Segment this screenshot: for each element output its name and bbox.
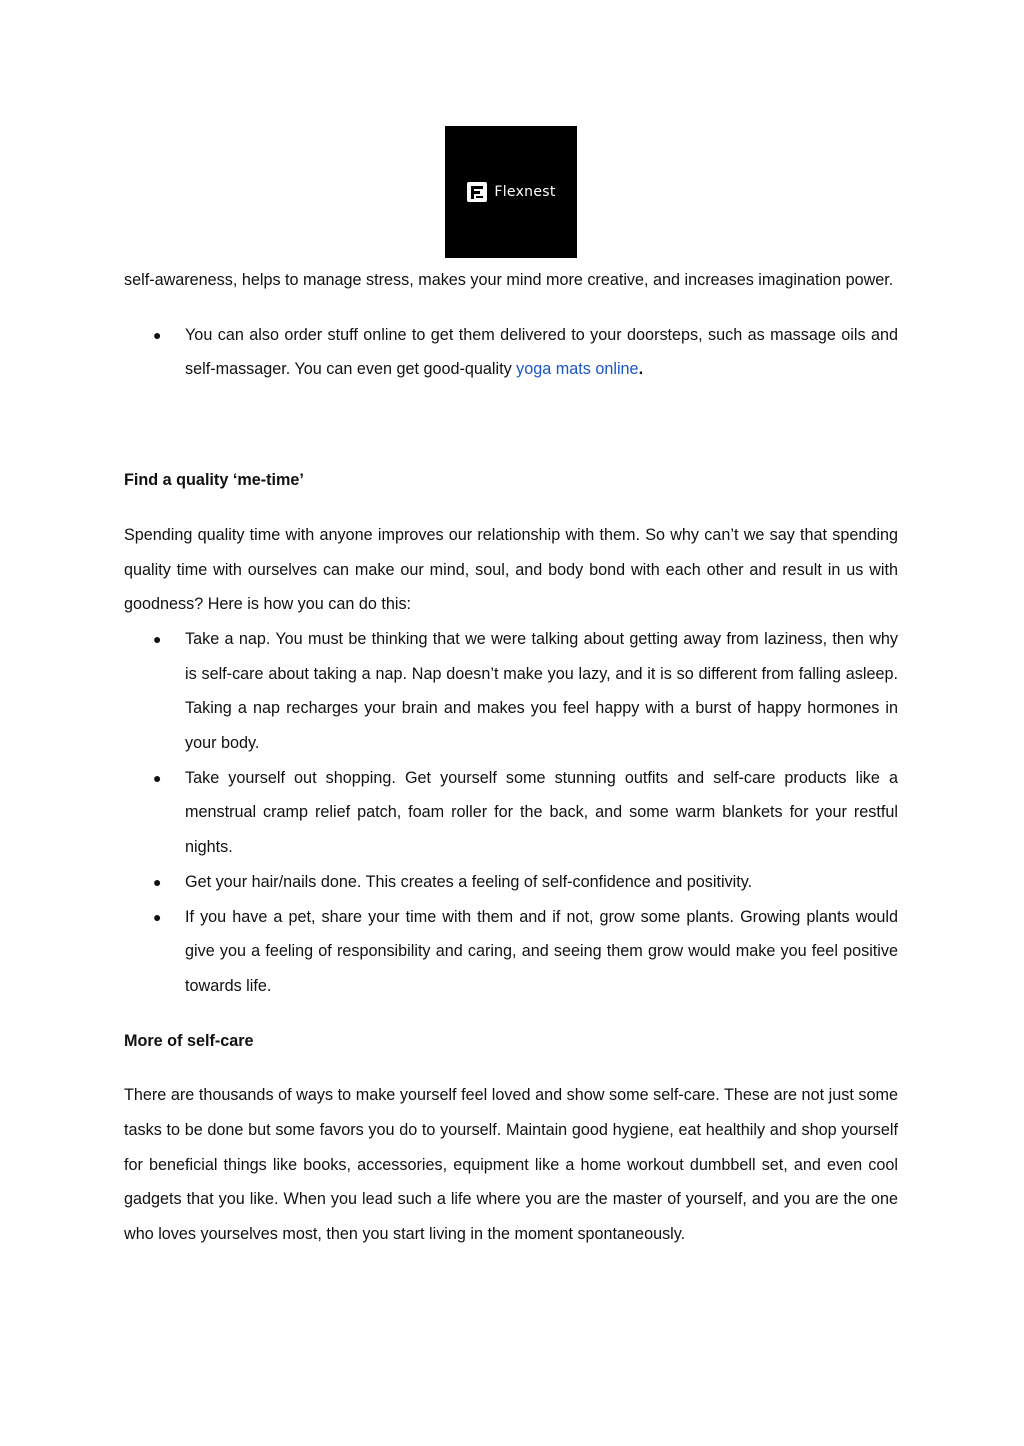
list-item-text: Take yourself out shopping. Get yourself some stunning outfits and self-care products like a menstrual cramp relief patch, foam roller for the back, and some warm blankets for your restful nights. xyxy=(185,768,898,857)
list-item xyxy=(124,900,898,1004)
list-item xyxy=(124,761,898,865)
list-item-text: You can also order stuff online to get them delivered to your doorsteps, such as massage oils and self-massager. You can even get good-quality xyxy=(185,325,898,379)
list-item-text: Get your hair/nails done. This creates a feeling of self-confidence and positivity. xyxy=(185,872,753,891)
list-item-period: . xyxy=(638,360,644,379)
flexnest-logo xyxy=(445,126,577,258)
flexnest-logo-icon xyxy=(466,181,488,203)
bullet-list-me-time xyxy=(124,622,898,1004)
bullet-list-online xyxy=(124,318,898,387)
list-item xyxy=(124,622,898,761)
document-body xyxy=(124,263,898,1252)
list-item-text: If you have a pet, share your time with them and if not, grow some plants. Growing plants would give you a feeling of responsibility and caring, and seeing them grow would make you feel positive towards life. xyxy=(185,907,898,995)
section-heading-me-time: Find a quality ‘me-time’ xyxy=(124,471,304,490)
bullet-icon: ● xyxy=(153,769,162,786)
more-self-care-paragraph: There are thousands of ways to make yourself feel loved and show some self-care. These are not just some tasks to be done but some favors you do to yourself. Maintain good hygiene, eat healthily and shop yourself for beneficial things like books, accessories, equipment like a home workout dumbbell set, and even cool gadgets that you like. When you lead such a life where you are the master of yourself, and you are the one who loves yourselves most, then you start living in the moment spontaneously. xyxy=(124,1086,898,1244)
list-item xyxy=(124,865,898,900)
intro-paragraph: self-awareness, helps to manage stress, makes your mind more creative, and increases imagination power. xyxy=(124,271,894,289)
section-heading-more-self-care: More of self-care xyxy=(124,1031,254,1050)
bullet-icon: ● xyxy=(153,908,162,925)
bullet-icon: ● xyxy=(153,873,162,890)
me-time-paragraph: Spending quality time with anyone improves our relationship with them. So why can’t we say that spending quality time with ourselves can make our mind, soul, and body bond with each other and result in us with goodness? Here is how you can do this: xyxy=(124,525,898,614)
yoga-mats-link[interactable]: yoga mats online xyxy=(516,360,639,379)
list-item xyxy=(124,318,898,387)
bullet-icon: ● xyxy=(153,630,162,647)
logo-text: Flexnest xyxy=(494,184,556,200)
bullet-icon: ● xyxy=(153,326,162,343)
list-item-text: Take a nap. You must be thinking that we were talking about getting away from laziness, then why is self-care about taking a nap. Nap doesn’t make you lazy, and it is so different from falling asleep. Taking a nap recharges your brain and makes you feel happy with a burst of happy hormones in your body. xyxy=(185,629,898,753)
logo-inner xyxy=(466,181,555,203)
